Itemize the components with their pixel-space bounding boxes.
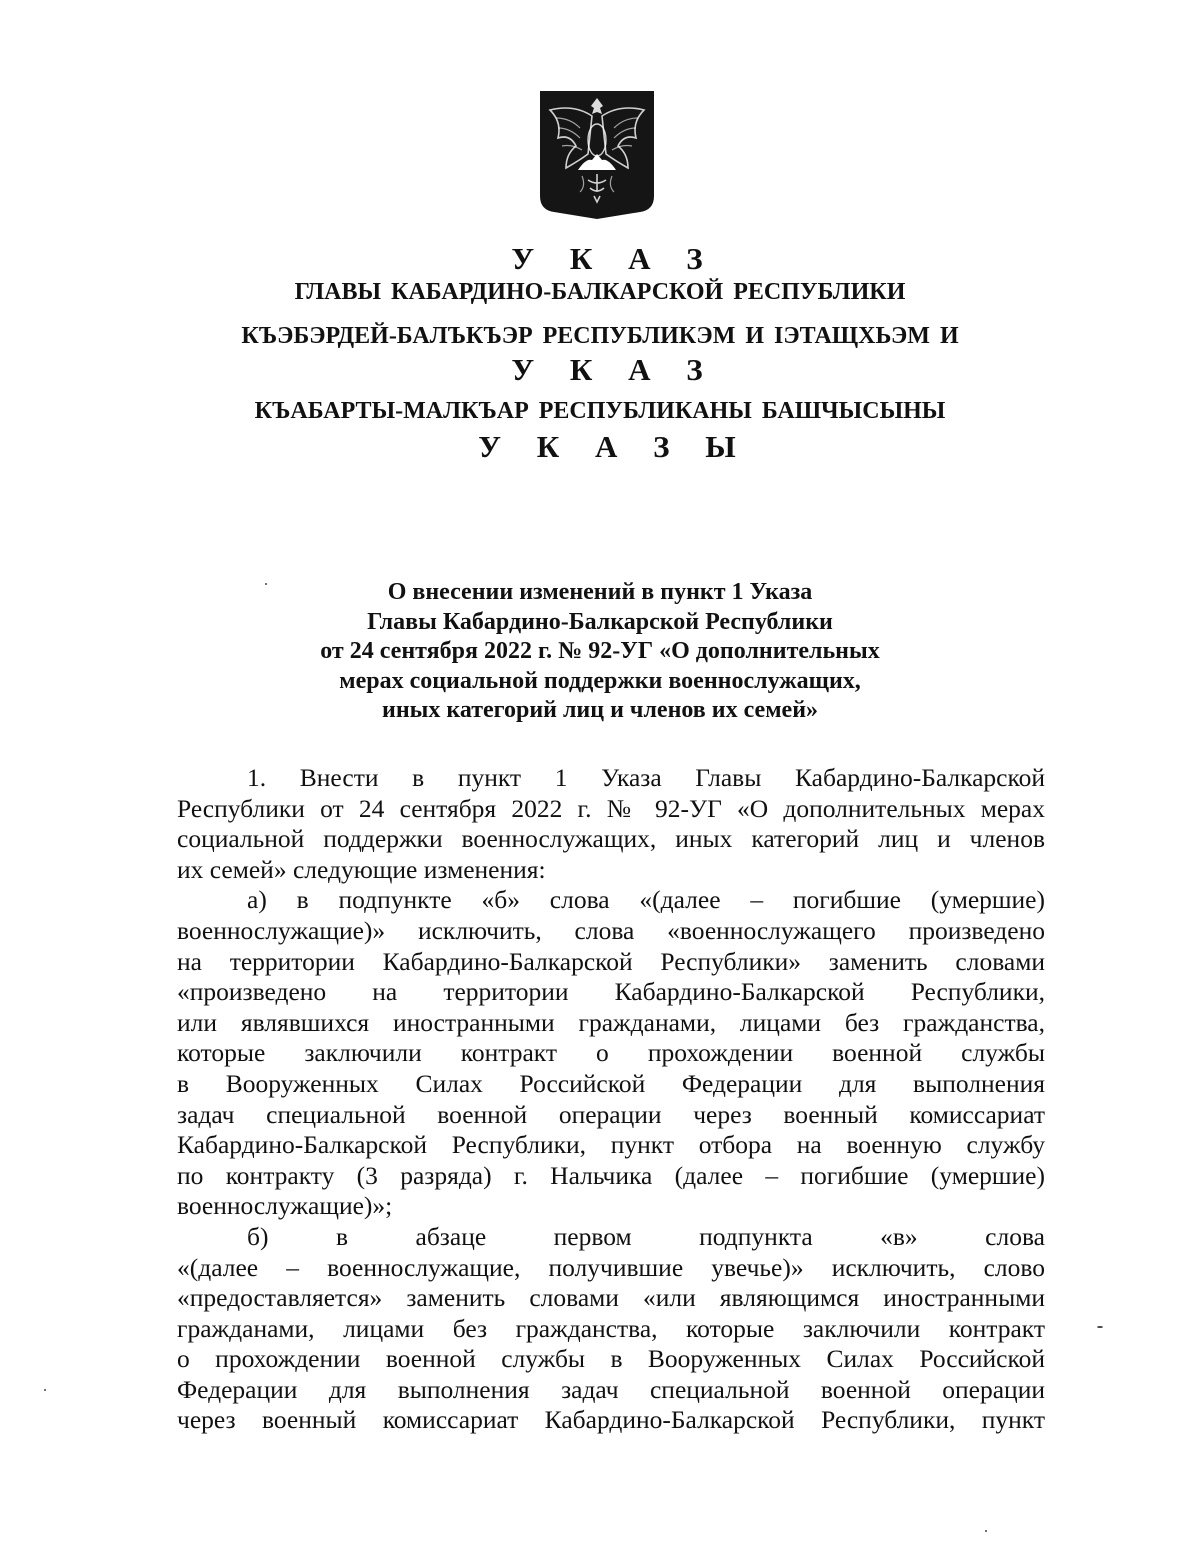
body-line: гражданами, лицами без гражданства, которые заключили контракт — [177, 1313, 1045, 1343]
body-line: Федерации для выполнения задач специальной военной операции — [177, 1374, 1045, 1404]
issuer-russian: ГЛАВЫ КАБАРДИНО-БАЛКАРСКОЙ РЕСПУБЛИКИ — [294, 279, 906, 305]
scan-speck — [44, 1389, 46, 1391]
issuer-kabardian: КЪЭБЭРДЕЙ-БАЛЪКЪЭР РЕСПУБЛИКЭМ И IЭТАЩХЬЭМ И — [241, 323, 959, 349]
body-line: по контракту (3 разряда) г. Нальчика (далее – погибшие (умершие) — [177, 1160, 1045, 1190]
body-line: которые заключили контракт о прохождении военной службы — [177, 1038, 1045, 1068]
decree-subject — [200, 578, 1000, 726]
body-line: военнослужащие)» исключить, слова «военнослужащего произведено — [177, 915, 1045, 945]
body-line: Республики от 24 сентября 2022 г. № 92-УГ «О дополнительных мерах — [177, 793, 1045, 823]
scan-speck — [1097, 1326, 1103, 1328]
body-line: о прохождении военной службы в Вооруженных Силах Российской — [177, 1344, 1045, 1374]
scan-speck — [985, 1530, 987, 1532]
subject-line: мерах социальной поддержки военнослужащих, — [339, 667, 861, 694]
coat-of-arms-icon — [536, 88, 658, 220]
body-line: «предоставляется» заменить словами «или являющимся иностранными — [177, 1283, 1045, 1313]
decree-title-kabardian: У К А З — [511, 352, 717, 387]
body-line: через военный комиссариат Кабардино-Балкарской Республики, пункт — [177, 1405, 1045, 1435]
body-line: в Вооруженных Силах Российской Федерации для выполнения — [177, 1068, 1045, 1098]
body-line: а) в подпункте «б» слова «(далее – погибшие (умершие) — [247, 885, 1045, 915]
subject-line: Главы Кабардино-Балкарской Республики — [367, 608, 833, 635]
decree-title: У К А З — [511, 241, 717, 276]
decree-body — [177, 763, 1045, 1436]
body-line: «произведено на территории Кабардино-Балкарской Республики, — [177, 977, 1045, 1007]
body-line: или являвшихся иностранными гражданами, лицами без гражданства, — [177, 1007, 1045, 1037]
scan-speck — [265, 583, 267, 585]
subject-line: от 24 сентября 2022 г. № 92-УГ «О дополнительных — [320, 638, 880, 664]
body-line: задач специальной военной операции через военный комиссариат — [177, 1099, 1045, 1129]
body-line: на территории Кабардино-Балкарской Республики» заменить словами — [177, 946, 1045, 976]
body-line: Кабардино-Балкарской Республики, пункт отбора на военную службу — [177, 1130, 1045, 1160]
body-line: социальной поддержки военнослужащих, иных категорий лиц и членов — [177, 824, 1045, 854]
body-line: их семей» следующие изменения: — [177, 854, 546, 884]
subject-line: О внесении изменений в пункт 1 Указа — [387, 579, 813, 605]
body-line: «(далее – военнослужащие, получившие увечье)» исключить, слово — [177, 1252, 1045, 1282]
subject-line: иных категорий лиц и членов их семей» — [381, 697, 819, 723]
decree-title-balkar: У К А З Ы — [478, 429, 750, 464]
body-line: б) в абзаце первом подпункта «в» слова — [247, 1221, 1045, 1251]
issuer-balkar: КЪАБАРТЫ-МАЛКЪАР РЕСПУБЛИКАНЫ БАШЧЫСЫНЫ — [254, 398, 946, 424]
body-line: военнослужащие)»; — [177, 1191, 393, 1221]
body-line: 1. Внести в пункт 1 Указа Главы Кабардино-Балкарской — [247, 763, 1045, 792]
